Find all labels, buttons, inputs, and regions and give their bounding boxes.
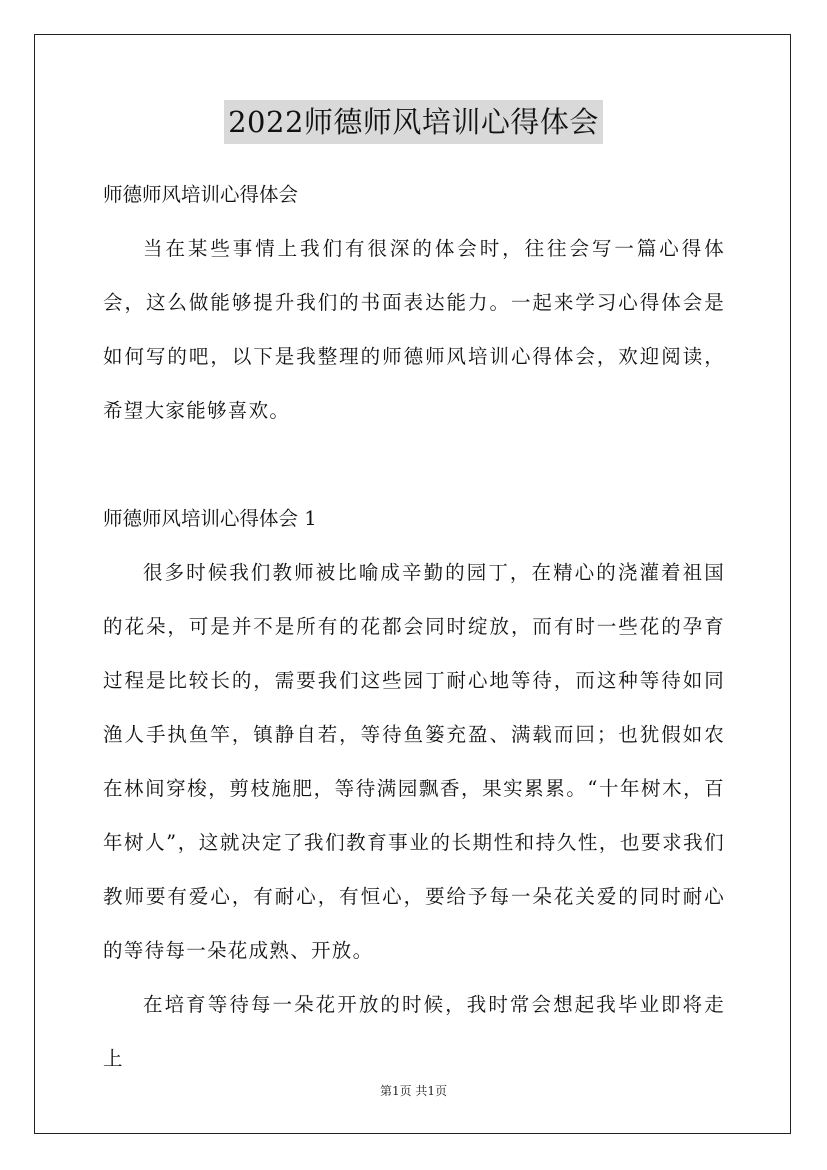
document-body	[103, 168, 725, 1086]
title-container	[0, 100, 827, 144]
section-spacer	[103, 438, 725, 492]
intro-paragraph: 当在某些事情上我们有很深的体会时，往往会写一篇心得体会，这么做能够提升我们的书面表达能力。一起来学习心得体会是如何写的吧，以下是我整理的师德师风培训心得体会，欢迎阅读，希望大家能够喜欢。	[103, 237, 725, 422]
document-title: 2022师德师风培训心得体会	[224, 100, 603, 144]
section1-paragraph-1: 很多时候我们教师被比喻成辛勤的园丁，在精心的浇灌着祖国的花朵，可是并不是所有的花都会同时绽放，而有时一些花的孕育过程是比较长的，需要我们这些园丁耐心地等待，而这种等待如同渔人手执鱼竿，镇静自若，等待鱼篓充盈、满载而回；也犹假如农在林间穿梭，剪枝施肥，等待满园飘香，果实累累。“十年树木，百年树人”，这就决定了我们教育事业的长期性和持久性，也要求我们教师要有爱心，有耐心，有恒心，要给予每一朵花关爱的同时耐心的等待每一朵花成熟、开放。	[103, 561, 725, 962]
page-footer: 第1页 共1页	[379, 1084, 448, 1098]
section1-paragraph-2: 在培育等待每一朵花开放的时候，我时常会想起我毕业即将走上	[103, 993, 725, 1070]
section1-heading: 师德师风培训心得体会 1	[103, 507, 317, 530]
intro-heading: 师德师风培训心得体会	[103, 183, 299, 206]
